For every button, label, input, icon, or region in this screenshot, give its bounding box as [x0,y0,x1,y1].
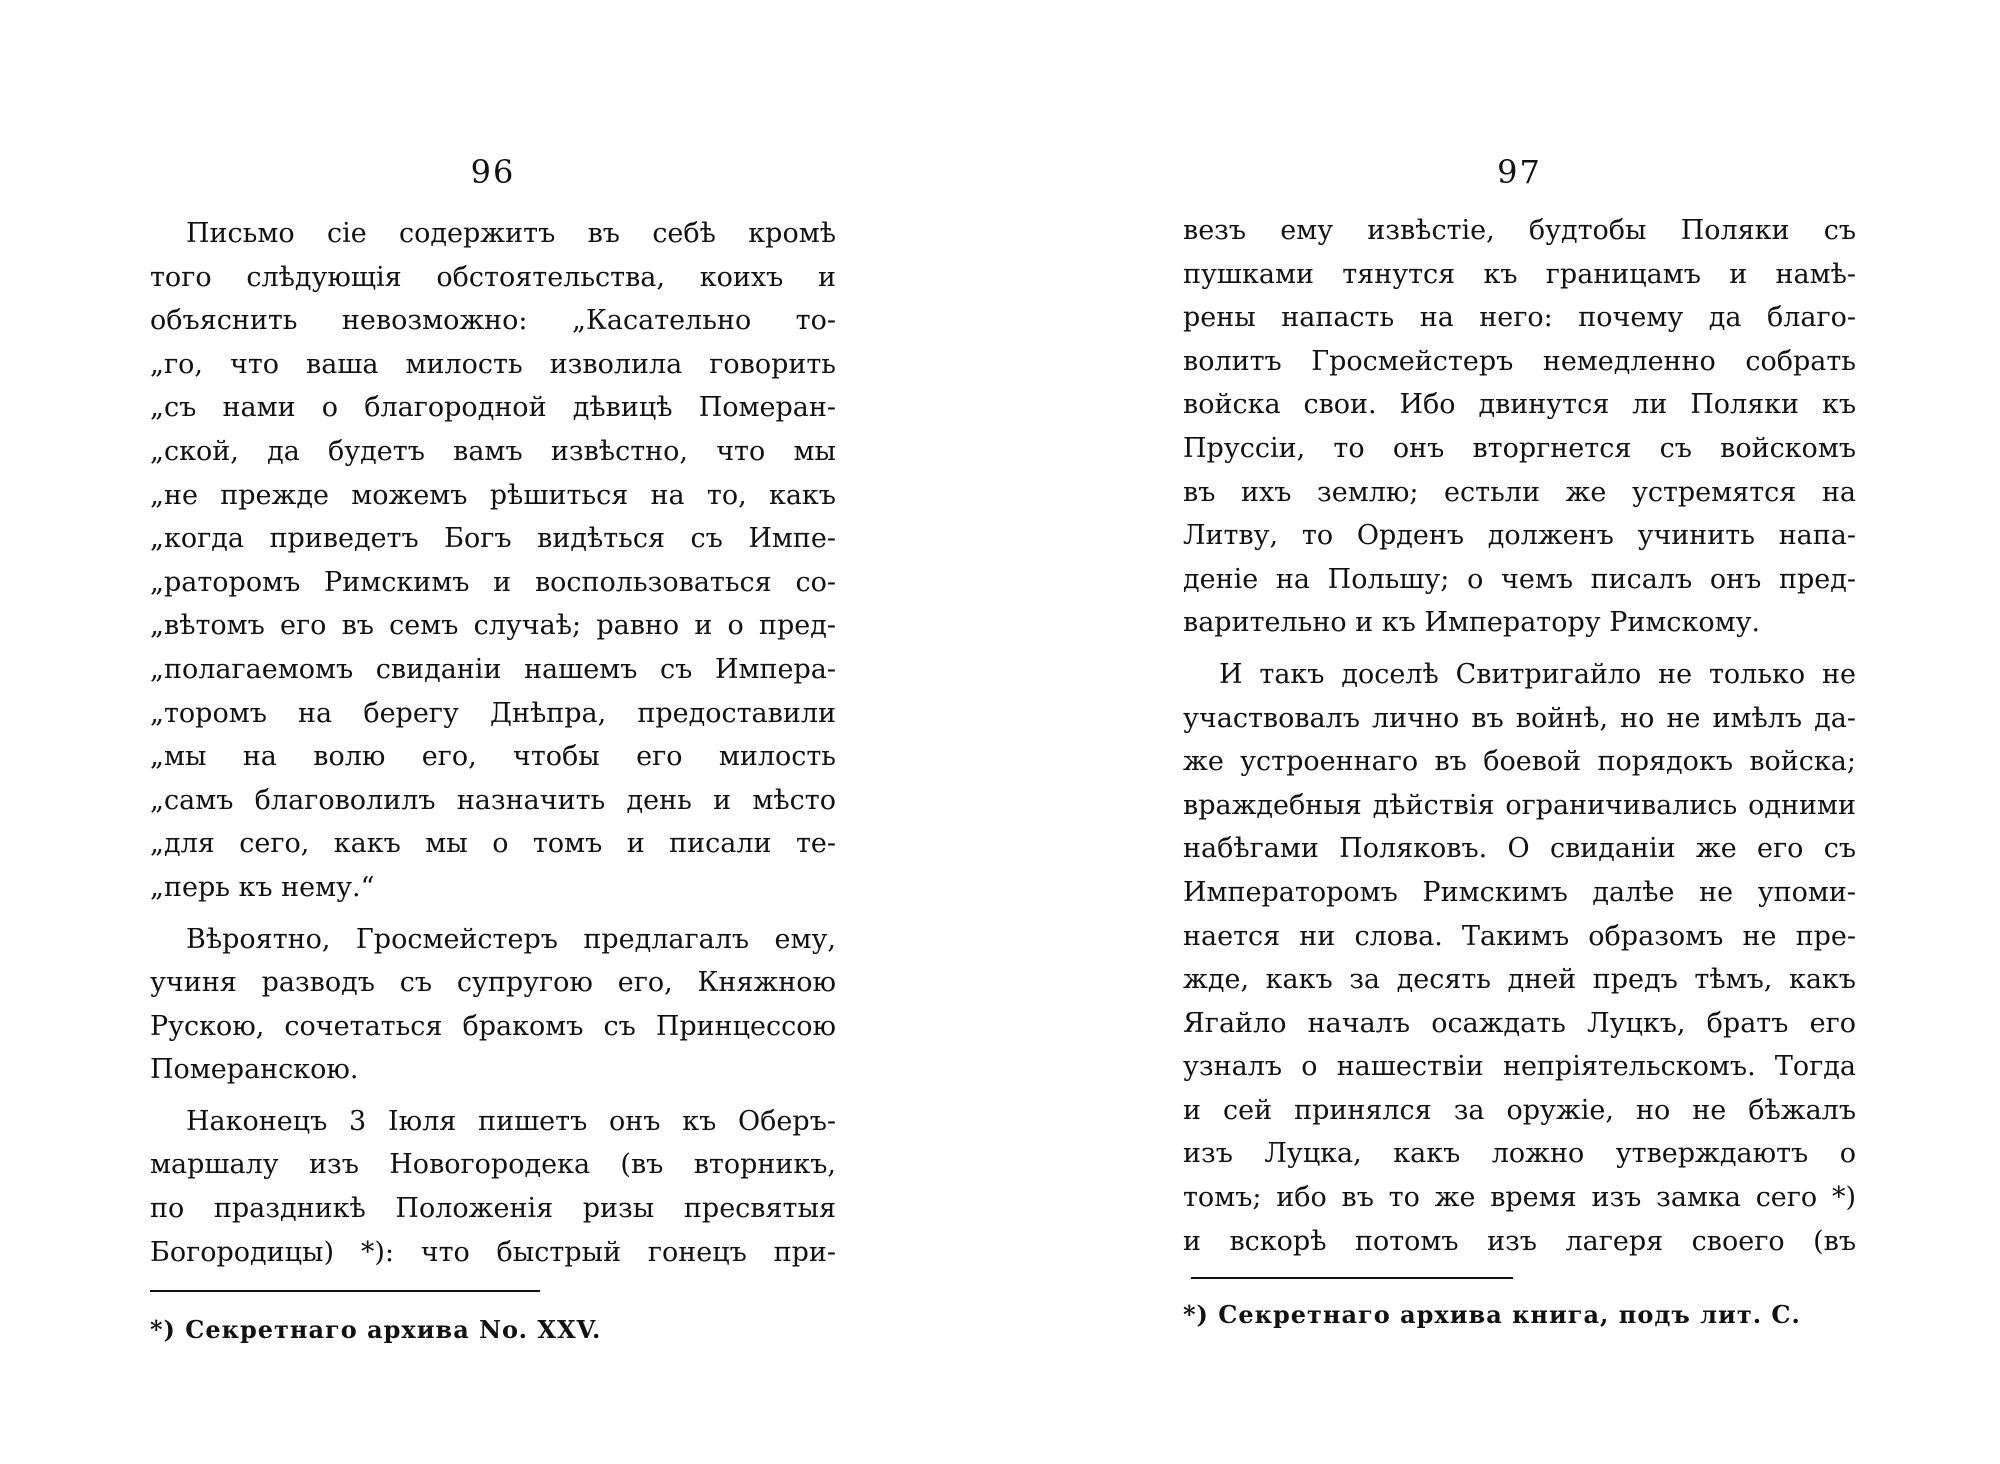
page-text [150,212,836,1274]
text-line: узналъ о нашествіи непріятельскомъ. Тогда [1183,1051,1856,1083]
text-line: „съ нами о благородной дѣвицѣ Померан- [150,392,836,424]
text-line: изъ Луцка, какъ ложно утверждаютъ о [1183,1138,1856,1170]
page-text [1183,209,1856,1263]
text-line: волитъ Гросмейстеръ немедленно собрать [1183,345,1856,377]
text-line: враждебныя дѣйствія ограничивались одними [1183,789,1856,821]
text-line: „когда приведетъ Богъ видѣться съ Импе- [150,523,836,555]
text-line: „для сего, какъ мы о томъ и писали те- [150,828,836,860]
text-line: маршалу изъ Новогородека (въ вторникъ, [150,1149,836,1181]
text-line: „не прежде можемъ рѣшиться на то, какъ [150,479,836,511]
text-line: И такъ доселѣ Свитригайло не только не [1219,658,1856,690]
text-line: рены напасть на него: почему да благо- [1183,302,1856,334]
text-line: въ ихъ землю; естьли же устремятся на [1183,476,1856,508]
text-line: войска свои. Ибо двинутся ли Поляки къ [1183,389,1856,421]
footnote: *) Секретнаго архива No. XXV. [150,1315,602,1344]
text-line: Императоромъ Римскимъ далѣе не упоми- [1183,876,1856,908]
text-line: Вѣроятно, Гросмейстеръ предлагалъ ему, [186,923,836,955]
text-line: объяснить невозможно: „Касательно то- [150,305,836,337]
text-line: „торомъ на берегу Днѣпра, предоставили [150,697,836,729]
text-line: набѣгами Поляковъ. О свиданіи же его съ [1183,833,1856,865]
text-line: Померанскою. [150,1054,359,1086]
footnote: *) Секретнаго архива книга, подъ лит. С. [1183,1300,1801,1329]
text-line: того слѣдующія обстоятельства, коихъ и [150,261,836,293]
page-number: 97 [1497,153,1542,191]
text-line: „полагаемомъ свиданіи нашемъ съ Импера- [150,653,836,685]
text-line: Пруссіи, то онъ вторгнется съ войскомъ [1183,432,1856,464]
text-line: „перь къ нему.“ [150,871,375,903]
left-page [150,0,836,1464]
text-line: Ягайло началъ осаждать Луцкъ, братъ его [1183,1007,1856,1039]
footnote-rule [1191,1277,1513,1279]
text-line: „раторомъ Римскимъ и воспользоваться со- [150,566,836,598]
page-number: 96 [470,153,516,191]
text-line: „го, что ваша милость изволила говорить [150,348,836,380]
text-line: деніе на Польшу; о чемъ писалъ онъ пред- [1183,563,1856,595]
footnote-rule [150,1290,540,1292]
text-line: Письмо сіе содержитъ въ себѣ кромѣ [186,218,836,249]
text-line: учиня разводъ съ супругою его, Княжною [150,967,836,999]
text-line: „самъ благоволилъ назначить день и мѣсто [150,784,836,816]
text-line: „мы на волю его, чтобы его милость [150,741,836,773]
text-line: жде, какъ за десять дней предъ тѣмъ, какъ [1183,964,1856,996]
text-line: „ской, да будетъ вамъ извѣстно, что мы [150,435,836,467]
text-line: и сей принялся за оружіе, но не бѣжалъ [1183,1094,1856,1126]
text-line: Рускою, сочетаться бракомъ съ Принцессою [150,1010,836,1042]
text-line: и вскорѣ потомъ изъ лагеря своего (въ [1183,1225,1856,1257]
text-line: Богородицы) *): что быстрый гонецъ при- [150,1236,836,1268]
right-page [1183,0,1856,1464]
text-line: пушками тянутся къ границамъ и намѣ- [1183,258,1856,290]
text-line: Литву, то Орденъ долженъ учинить напа- [1183,520,1856,552]
text-line: нается ни слова. Такимъ образомъ не пре- [1183,920,1856,952]
text-line: же устроеннаго въ боевой порядокъ войска; [1183,746,1856,778]
text-line: томъ; ибо въ то же время изъ замка сего *) [1183,1182,1856,1214]
text-line: „вѣтомъ его въ семъ случаѣ; равно и о пред- [150,610,836,642]
text-line: по праздникѣ Положенія ризы пресвятыя [150,1193,836,1225]
text-line: варительно и къ Императору Римскому. [1183,607,1761,639]
text-line: Наконецъ 3 Іюля пишетъ онъ къ Оберъ- [186,1105,836,1137]
text-line: везъ ему извѣстіе, будтобы Поляки съ [1183,215,1856,246]
text-line: участвовалъ лично въ войнѣ, но не имѣлъ да- [1183,702,1856,734]
